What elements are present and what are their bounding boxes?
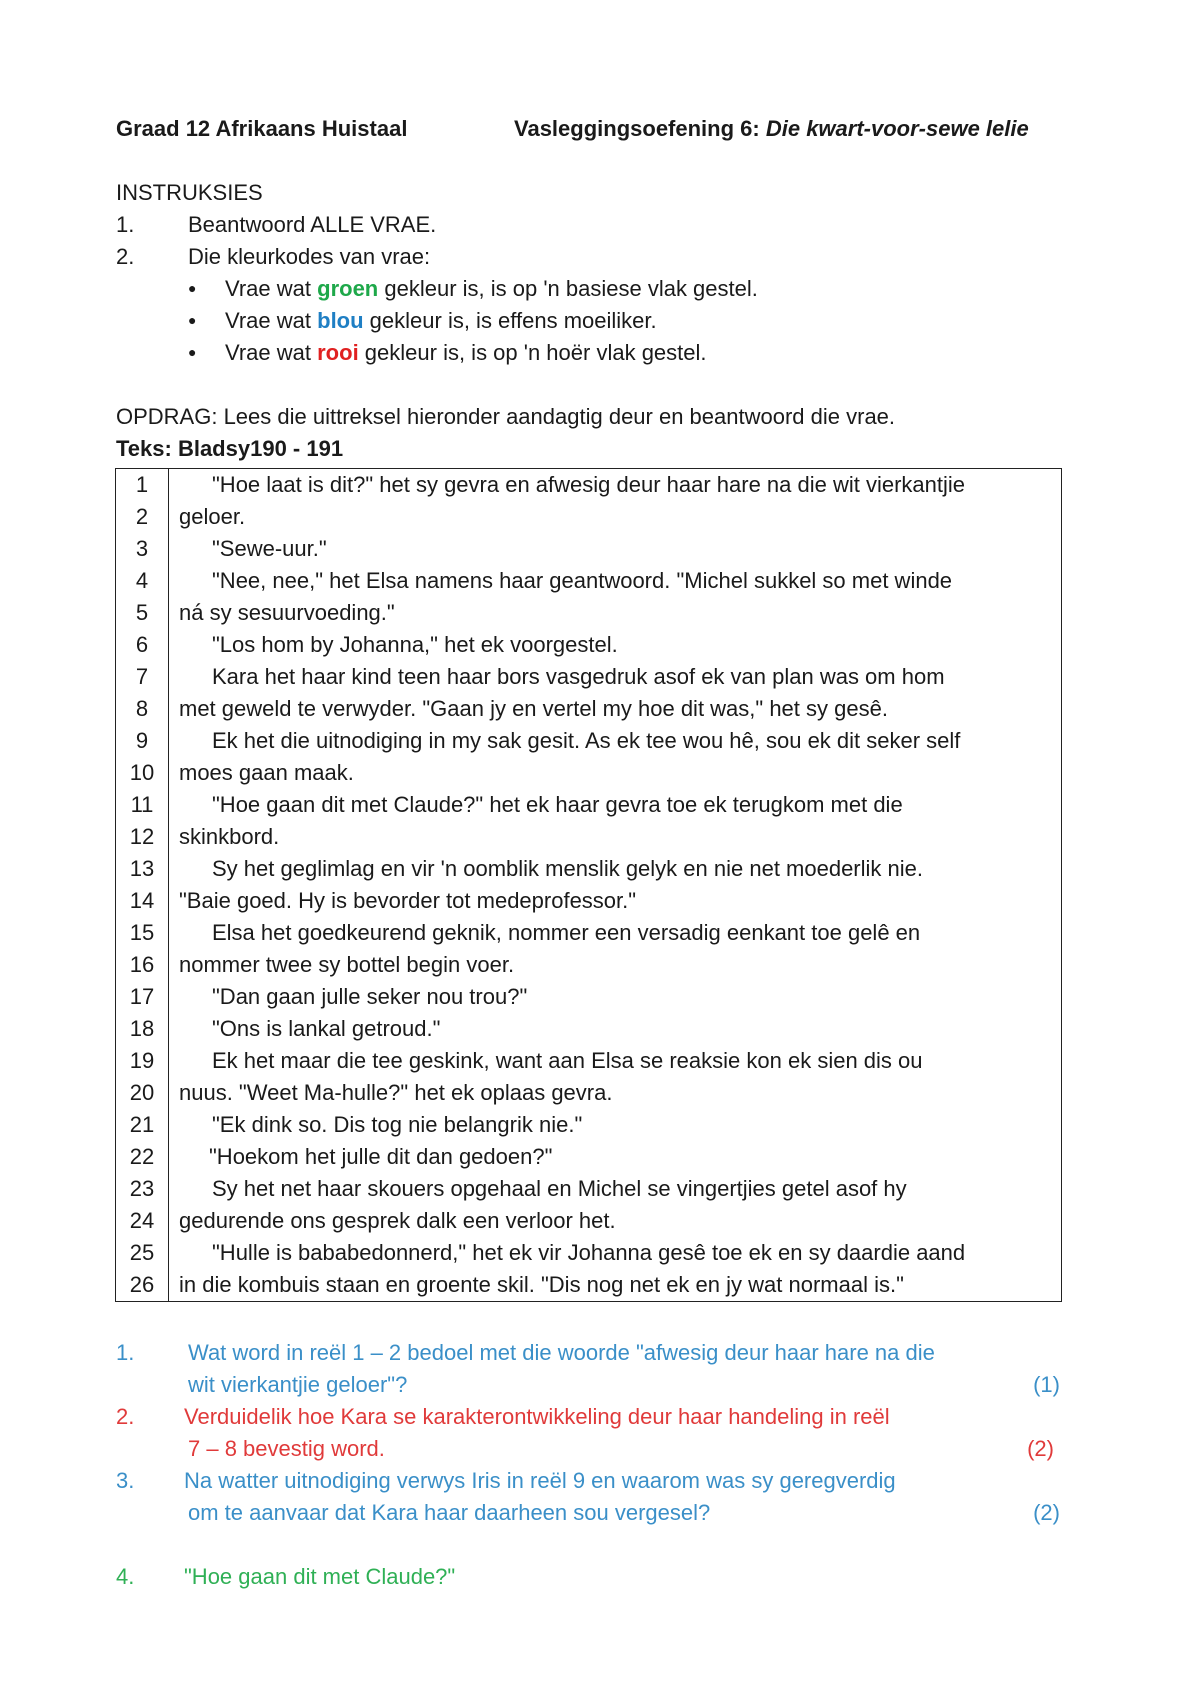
question-number: 1. xyxy=(116,1340,135,1365)
instructions-heading: INSTRUKSIES xyxy=(116,180,263,205)
line-number: 16 xyxy=(129,952,155,977)
line-number: 18 xyxy=(129,1016,155,1041)
instruction-text: Beantwoord ALLE VRAE. xyxy=(188,212,437,237)
line-number: 7 xyxy=(135,664,149,689)
text-reference: Teks: Bladsy190 - 191 xyxy=(116,436,344,461)
line-number: 10 xyxy=(129,760,155,785)
color-code-green: Vrae wat groen gekleur is, is op 'n basiese vlak gestel. xyxy=(225,276,758,301)
passage-line: "Hoekom het julle dit dan gedoen?" xyxy=(209,1144,553,1169)
question-2 xyxy=(116,1404,1060,1468)
line-number: 15 xyxy=(129,920,155,945)
passage-line: geloer. xyxy=(179,504,246,529)
line-number: 4 xyxy=(135,568,149,593)
question-marks: (1) xyxy=(1033,1372,1060,1397)
passage-table xyxy=(115,468,1062,1302)
line-number: 17 xyxy=(129,984,155,1009)
passage-line: nommer twee sy bottel begin voer. xyxy=(179,952,515,977)
line-number: 20 xyxy=(129,1080,155,1105)
line-number: 3 xyxy=(135,536,149,561)
line-number: 6 xyxy=(135,632,149,657)
passage-line: "Hoe laat is dit?" het sy gevra en afwesig deur haar hare na die wit vierkantjie xyxy=(212,472,966,497)
passage-line: Sy het geglimlag en vir 'n oomblik menslik gelyk en nie net moederlik nie. xyxy=(212,856,923,881)
line-number: 24 xyxy=(129,1208,155,1233)
passage-line: met geweld te verwyder. "Gaan jy en vertel my hoe dit was," het sy gesê. xyxy=(179,696,888,721)
passage-line: "Hoe gaan dit met Claude?" het ek haar gevra toe ek terugkom met die xyxy=(212,792,903,817)
passage-line: ná sy sesuurvoeding." xyxy=(179,600,395,625)
passage-line: skinkbord. xyxy=(179,824,280,849)
question-text: 7 – 8 bevestig word. xyxy=(188,1436,385,1461)
line-numbers-column xyxy=(116,469,169,1302)
line-number: 25 xyxy=(129,1240,155,1265)
question-marks: (2) xyxy=(1027,1436,1054,1461)
passage-line: "Los hom by Johanna," het ek voorgestel. xyxy=(212,632,618,657)
exercise-title: Vasleggingsoefening 6: Die kwart-voor-sewe lelie xyxy=(514,116,1029,141)
question-text: Na watter uitnodiging verwys Iris in reël 9 en waarom was sy geregverdig xyxy=(184,1468,896,1493)
story-title: Die kwart-voor-sewe lelie xyxy=(765,116,1029,141)
color-code-blue: Vrae wat blou gekleur is, is effens moeiliker. xyxy=(225,308,657,333)
question-1 xyxy=(116,1340,1060,1404)
line-number: 12 xyxy=(129,824,155,849)
passage-line: "Ons is lankal getroud." xyxy=(212,1016,441,1041)
line-number: 13 xyxy=(129,856,155,881)
question-number: 2. xyxy=(116,1404,135,1429)
instruction-number: 1. xyxy=(116,212,135,237)
question-text: Wat word in reël 1 – 2 bedoel met die woorde "afwesig deur haar hare na die xyxy=(188,1340,935,1365)
question-text: wit vierkantjie geloer"? xyxy=(188,1372,408,1397)
passage-line: "Sewe-uur." xyxy=(212,536,327,561)
passage-line: moes gaan maak. xyxy=(179,760,354,785)
question-4 xyxy=(116,1564,1060,1596)
task-instruction: OPDRAG: Lees die uittreksel hieronder aandagtig deur en beantwoord die vrae. xyxy=(116,404,896,429)
color-code-red: Vrae wat rooi gekleur is, is op 'n hoër vlak gestel. xyxy=(225,340,707,365)
line-number: 23 xyxy=(129,1176,155,1201)
line-number: 11 xyxy=(130,792,154,817)
line-number: 19 xyxy=(129,1048,155,1073)
passage-line: "Nee, nee," het Elsa namens haar geantwoord. "Michel sukkel so met winde xyxy=(212,568,953,593)
passage-line: "Ek dink so. Dis tog nie belangrik nie." xyxy=(212,1112,583,1137)
question-3 xyxy=(116,1468,1060,1532)
passage-line: Kara het haar kind teen haar bors vasgedruk asof ek van plan was om hom xyxy=(212,664,945,689)
passage-line: "Hulle is bababedonnerd," het ek vir Johanna gesê toe ek en sy daardie aand xyxy=(212,1240,966,1265)
bullet-icon: ● xyxy=(188,344,197,360)
passage-line: in die kombuis staan en groente skil. "Dis nog net ek en jy wat normaal is." xyxy=(179,1272,904,1297)
bullet-icon: ● xyxy=(188,312,197,328)
question-number: 4. xyxy=(116,1564,135,1589)
line-number: 5 xyxy=(135,600,149,625)
line-number: 2 xyxy=(135,504,149,529)
question-text: "Hoe gaan dit met Claude?" xyxy=(184,1564,456,1589)
line-number: 21 xyxy=(129,1112,155,1137)
passage-line: Sy het net haar skouers opgehaal en Michel se vingertjies getel asof hy xyxy=(212,1176,907,1201)
instruction-text: Die kleurkodes van vrae: xyxy=(188,244,431,269)
passage-line: Ek het maar die tee geskink, want aan Elsa se reaksie kon ek sien dis ou xyxy=(212,1048,923,1073)
question-text: om te aanvaar dat Kara haar daarheen sou vergesel? xyxy=(188,1500,711,1525)
bullet-icon: ● xyxy=(188,280,197,296)
line-number: 26 xyxy=(129,1272,155,1297)
passage-line: nuus. "Weet Ma-hulle?" het ek oplaas gevra. xyxy=(179,1080,613,1105)
line-number: 8 xyxy=(135,696,149,721)
passage-line: Ek het die uitnodiging in my sak gesit. As ek tee wou hê, sou ek dit seker self xyxy=(212,728,961,753)
passage-line: "Baie goed. Hy is bevorder tot medeprofessor." xyxy=(179,888,637,913)
line-number: 9 xyxy=(135,728,149,753)
passage-line: gedurende ons gesprek dalk een verloor het. xyxy=(179,1208,616,1233)
line-number: 1 xyxy=(135,472,149,497)
question-text: Verduidelik hoe Kara se karakterontwikkeling deur haar handeling in reël xyxy=(184,1404,890,1429)
subject-title: Graad 12 Afrikaans Huistaal xyxy=(116,116,408,141)
instruction-number: 2. xyxy=(116,244,135,269)
question-number: 3. xyxy=(116,1468,135,1493)
passage-line: "Dan gaan julle seker nou trou?" xyxy=(212,984,528,1009)
passage-text-column xyxy=(169,469,1062,1302)
question-marks: (2) xyxy=(1033,1500,1060,1525)
line-number: 14 xyxy=(129,888,155,913)
line-number: 22 xyxy=(129,1144,155,1169)
passage-line: Elsa het goedkeurend geknik, nommer een versadig eenkant toe gelê en xyxy=(212,920,921,945)
